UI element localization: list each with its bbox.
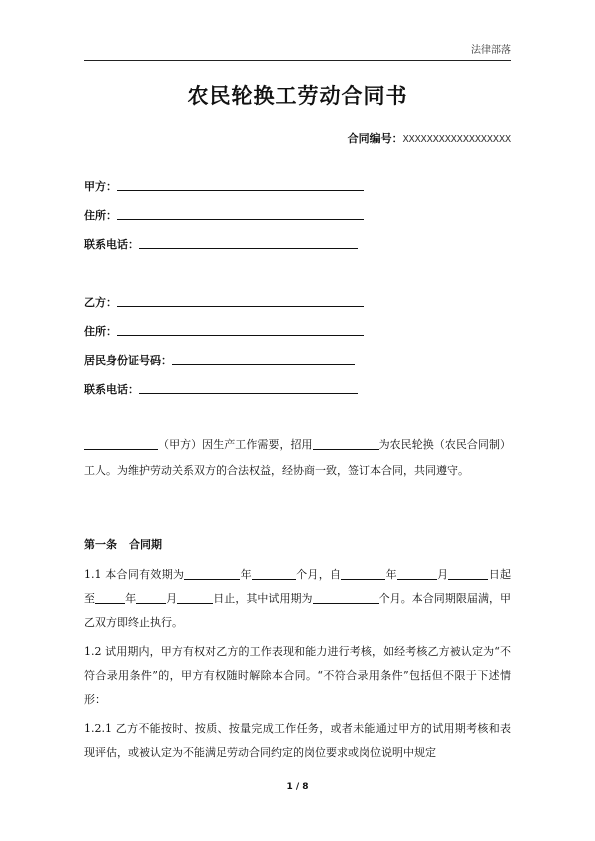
clause-1-1: 1.1 本合同有效期为 年 个月，自 年 月 日起至 年 月 日止，其中试用期为 个月。本合同期限届满，甲乙双方即终止执行。 <box>84 568 512 629</box>
party-b-phone-field[interactable] <box>84 379 358 397</box>
article-1-number: 第一条 <box>84 538 117 551</box>
party-b-address-label: 住所： <box>84 325 117 338</box>
term-years-blank[interactable] <box>184 566 240 580</box>
employer-blank[interactable] <box>84 436 158 450</box>
end-year-blank[interactable] <box>95 590 125 604</box>
header-brand: 法律部落 <box>471 45 511 56</box>
party-a-name-label: 甲方： <box>84 180 117 193</box>
intro-part2: 为农民轮换（农民合同制）工人。为维护劳动关系双方的合法权益，经协商一致，签订本合同，共同遵守。 <box>84 438 512 477</box>
intro-part1: （甲方）因生产工作需要，招用 <box>158 438 313 451</box>
header-rule <box>84 60 511 61</box>
party-b-id-label: 居民身份证号码： <box>84 354 172 367</box>
party-b-address-line[interactable] <box>117 335 364 336</box>
party-b-phone-line[interactable] <box>139 393 358 394</box>
party-a-phone-line[interactable] <box>139 248 358 249</box>
party-b-id-line[interactable] <box>172 364 355 365</box>
end-day-blank[interactable] <box>177 590 213 604</box>
start-month-blank[interactable] <box>397 566 437 580</box>
clause-1-2: 1.2 试用期内，甲方有权对乙方的工作表现和能力进行考核，如经考核乙方被认定为“不符合录用条件”的，甲方有权随时解除本合同。“不符合录用条件”包括但不限于下述情形： <box>84 645 511 706</box>
start-year-blank[interactable] <box>341 566 385 580</box>
article-1-heading <box>84 536 162 552</box>
party-b-name-field[interactable] <box>84 292 364 310</box>
party-a-name-line[interactable] <box>117 190 364 191</box>
contract-number-label: 合同编号： <box>347 132 403 145</box>
end-month-blank[interactable] <box>136 590 166 604</box>
party-a-address-label: 住所： <box>84 209 117 222</box>
document-title: 农民轮换工劳动合同书 <box>187 84 408 108</box>
party-b-name-label: 乙方： <box>84 296 117 309</box>
article-1-title: 合同期 <box>129 538 162 551</box>
start-day-blank[interactable] <box>448 566 488 580</box>
intro-paragraph <box>84 432 511 484</box>
contract-number-value: XXXXXXXXXXXXXXXXXX <box>402 134 511 145</box>
party-a-phone-label: 联系电话： <box>84 238 139 251</box>
party-a-address-field[interactable] <box>84 205 364 223</box>
party-a-name-field[interactable] <box>84 176 364 194</box>
contract-number <box>348 130 511 146</box>
term-months-blank[interactable] <box>252 566 296 580</box>
party-a-address-line[interactable] <box>117 219 364 220</box>
party-b-phone-label: 联系电话： <box>84 383 139 396</box>
party-b-name-line[interactable] <box>117 306 364 307</box>
employee-blank[interactable] <box>313 436 379 450</box>
party-a-phone-field[interactable] <box>84 234 358 252</box>
party-b-address-field[interactable] <box>84 321 364 339</box>
probation-months-blank[interactable] <box>313 590 379 604</box>
clause-1-2-1: 1.2.1 乙方不能按时、按质、按量完成工作任务，或者未能通过甲方的试用期考核和表现评估，或被认定为不能满足劳动合同约定的岗位要求或岗位说明中规定 <box>84 722 511 759</box>
party-b-id-field[interactable] <box>84 350 355 368</box>
page-number: 1 / 8 <box>286 782 309 792</box>
